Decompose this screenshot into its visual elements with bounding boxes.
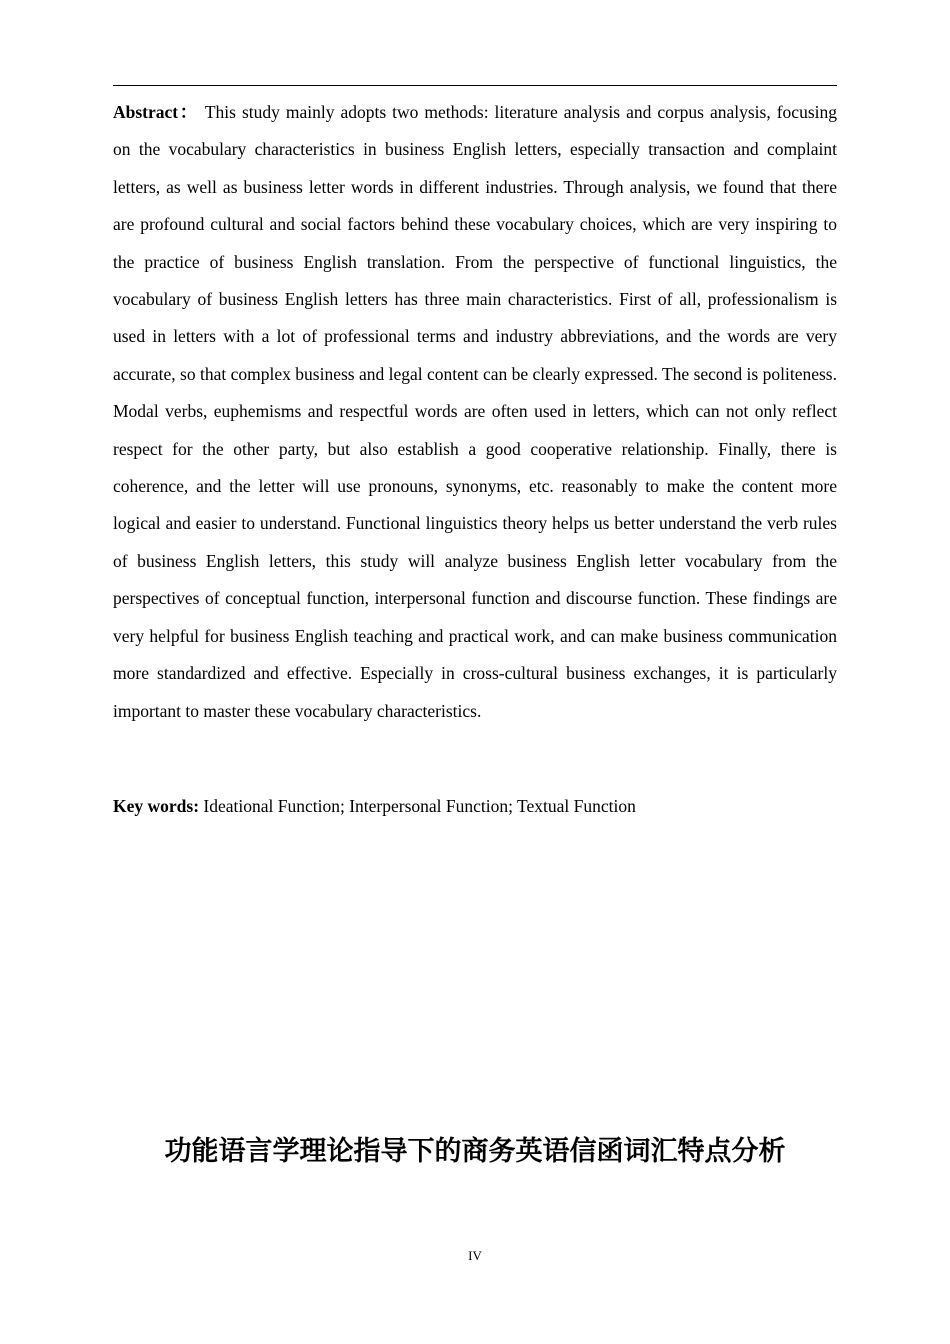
chinese-title: 功能语言学理论指导下的商务英语信函词汇特点分析 — [164, 1136, 786, 1167]
abstract-text: This study mainly adopts two methods: literature analysis and corpus analysis, focusing on the vocabulary characteristics in business English letters, especially transaction and complaint letters, as well as business letter words in different industries. Through analysis, we found that there are profound cultural and social factors behind these vocabulary choices, which are very inspiring to the practice of business English translation. From the perspective of functional linguistics, the vocabulary of business English letters has three main characteristics. First of all, professionalism is used in letters with a lot of professional terms and industry abbreviations, and the words are very accurate, so that complex business and legal content can be clearly expressed. The second is politeness. Modal verbs, euphemisms and respectful words are often used in letters, which can not only reflect respect for the other party, but also establish a good cooperative relationship. Finally, there is coherence, and the letter will use pronouns, synonyms, etc. reasonably to make the content more logical and easier to understand. Functional linguistics theory helps us better understand the verb rules of business English letters, this study will analyze business English letter vocabulary from the perspectives of conceptual function, interpersonal function and discourse function. These findings are very helpful for business English teaching and practical work, and can make business communication more standardized and effective. Especially in cross-cultural business exchanges, it is particularly important to master these vocabulary characteristics. — [113, 102, 837, 721]
keywords-line — [113, 788, 837, 824]
keywords-label: Key words: — [113, 796, 200, 816]
header-rule — [113, 85, 837, 86]
page-number: IV — [468, 1248, 482, 1263]
keywords-text: Ideational Function; Interpersonal Function; Textual Function — [203, 796, 636, 816]
abstract-colon: ： — [178, 102, 199, 122]
abstract-label: Abstract — [113, 102, 179, 122]
abstract-paragraph — [113, 94, 837, 730]
